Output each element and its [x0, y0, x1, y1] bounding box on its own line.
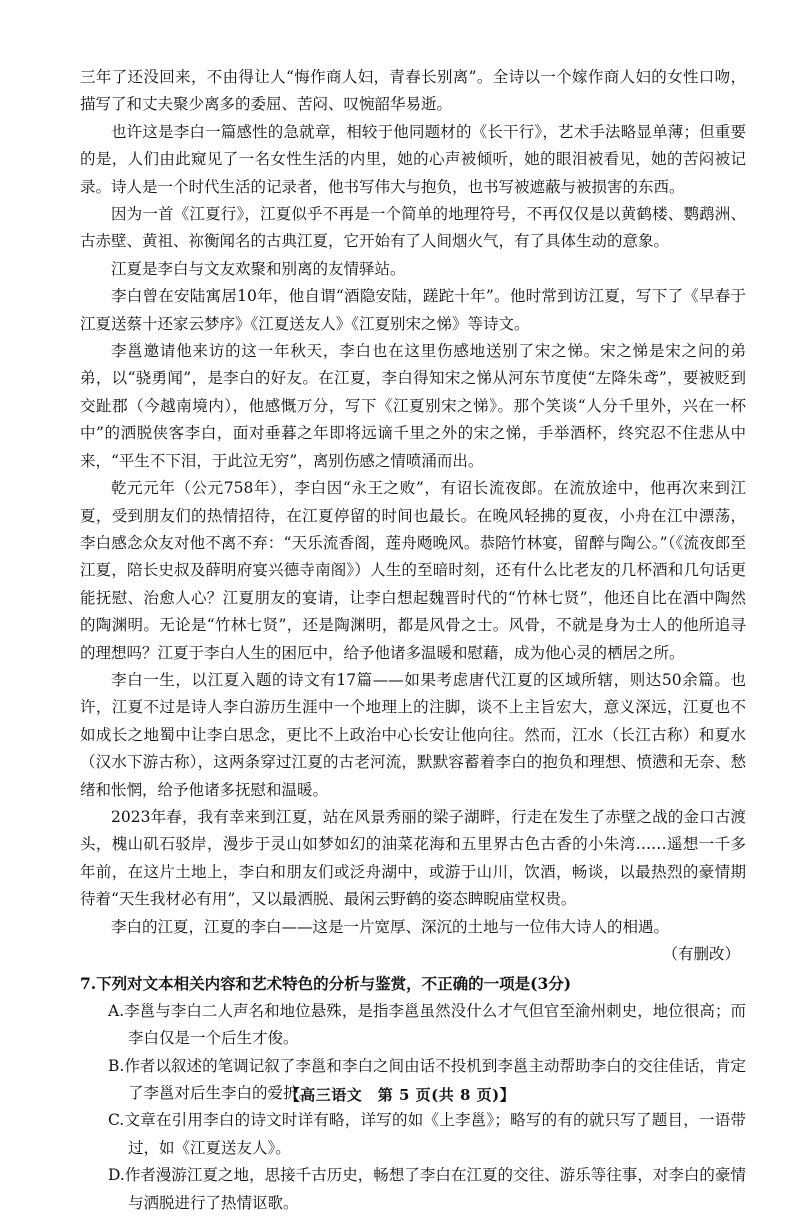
- option-d: D.作者漫游江夏之地，思接千古历史，畅想了李白在江夏的交往、游乐等往事，对李白的豪情与洒脱进行了热情讴歌。: [108, 1166, 746, 1212]
- paragraph: 江夏是李白与文友欢聚和别离的友情驿站。: [111, 259, 406, 278]
- paragraph: 三年了还没回来，不由得让人“悔作商人妇，青春长别离”。全诗以一个嫁作商人妇的女性口吻，描写了和丈夫聚少离多的委屈、苦闷、叹惋韶华易逝。: [80, 68, 746, 114]
- paragraph: 李邕邀请他来访的这一年秋天，李白也在这里伤感地送别了宋之悌。宋之悌是宋之问的弟弟，以“骁勇闻”，是李白的好友。在江夏，李白得知宋之悌从河东节度使“左降朱鸢”，要被贬到交趾郡（今越南境内），他感慨万分，写下《江夏别宋之悌》。那个笑谈“人分千里外，兴在一杯中”的洒脱侠客李白，面对垂暮之年即将远谪千里之外的宋之悌，手举酒杯，终究忍不住悲从中来，“平生不下泪，于此泣无穷”，离别伤感之情喷涌而出。: [80, 342, 746, 470]
- option-b: B.作者以叙述的笔调记叙了李邕和李白之间由话不投机到李邕主动帮助李白的交往佳话，肯定了李邕对后生李白的爱护。: [108, 1056, 746, 1103]
- paragraph: 因为一首《江夏行》，江夏似乎不再是一个简单的地理符号，不再仅仅是以黄鹤楼、鹦鹉洲、古赤壁、黄祖、祢衡闻名的古典江夏，它开始有了人间烟火气，有了具体生动的意象。: [80, 205, 746, 251]
- question-stem: 7.下列对文本相关内容和艺术特色的分析与鉴赏，不正确的一项是(3分): [80, 974, 572, 994]
- page-footer: 【高三语文 第 5 页(共 8 页)】: [284, 1086, 516, 1104]
- paragraph: 也许这是李白一篇感性的急就章，相较于他同题材的《长干行》，艺术手法略显单薄；但重要的是，人们由此窥见了一名女性生活的内里，她的心声被倾听，她的眼泪被看见，她的苦闷被记录。诗人是一个时代生活的记录者，他书写伟大与抱负，也书写被遮蔽与被损害的东西。: [80, 122, 746, 196]
- paragraph: 乾元元年（公元758年），李白因“永王之败”，有诏长流夜郎。在流放途中，他再次来到江夏，受到朋友们的热情招待，在江夏停留的时间也最长。在晚风轻拂的夏夜，小舟在江中漂荡，李白感念众友对他不离不弃：“天乐流香阁，莲舟飏晚风。恭陪竹林宴，留醉与陶公。”（《流夜郎至江夏，陪长史叔及薛明府宴兴德寺南阁》）人生的至暗时刻，还有什么比老友的几杯酒和几句话更能抚慰、治愈人心？江夏朋友的宴请，让李白想起魏晋时代的“竹林七贤”，他还自比在酒中陶然的陶渊明。无论是“竹林七贤”，还是陶渊明，都是风骨之士。风骨，不就是身为士人的他所追寻的理想吗？江夏于李白人生的困厄中，给予他诸多温暖和慰藉，成为他心灵的栖居之所。: [80, 479, 746, 662]
- article-body: [80, 64, 746, 968]
- paragraph: 2023年春，我有幸来到江夏，站在风景秀丽的梁子湖畔，行走在发生了赤壁之战的金口古渡头，槐山矶石驳岸，漫步于灵山如梦如幻的油菜花海和五里界古色古香的小朱湾……遥想一千多年前，在这片土地上，李白和朋友们或泛舟湖中，或游于山川，饮酒，畅谈，以最热烈的豪情期待着“天生我材必有用”，又以最洒脱、最闲云野鹤的姿态睥睨庙堂权贵。: [80, 807, 746, 909]
- paragraph: 李白曾在安陆寓居10年，他自谓“酒隐安陆，蹉跎十年”。他时常到访江夏，写下了《早春于江夏送蔡十还家云梦序》《江夏送友人》《江夏别宋之悌》等诗文。: [80, 287, 746, 333]
- paragraph: 李白的江夏，江夏的李白——这是一片宽厚、深沉的土地与一位伟大诗人的相遇。: [111, 917, 670, 936]
- option-a: A.李邕与李白二人声名和地位悬殊，是指李邕虽然没什么才气但官至渝州刺史，地位很高；而李白仅是一个后生才俊。: [108, 1001, 746, 1048]
- option-c: C.文章在引用李白的诗文时详有略，详写的如《上李邕》；略写的有的就只写了题目，一语带过，如《江夏送友人》。: [108, 1111, 746, 1157]
- source-note: （有删改）: [662, 945, 740, 963]
- paragraph: 李白一生，以江夏入题的诗文有17篇——如果考虑唐代江夏的区域所辖，则达50余篇。也许，江夏不过是诗人李白游历生涯中一个地理上的注脚，谈不上主旨宏大，意义深远，江夏也不如成长之地蜀中让李白思念，更比不上政治中心长安让他向往。然而，江水（长江古称）和夏水（汉水下游古称），这两条穿过江夏的古老河流，默默容蓄着李白的抱负和理想、愤懑和无奈、愁绪和怅惘，给予他诸多抚慰和温暖。: [80, 670, 746, 799]
